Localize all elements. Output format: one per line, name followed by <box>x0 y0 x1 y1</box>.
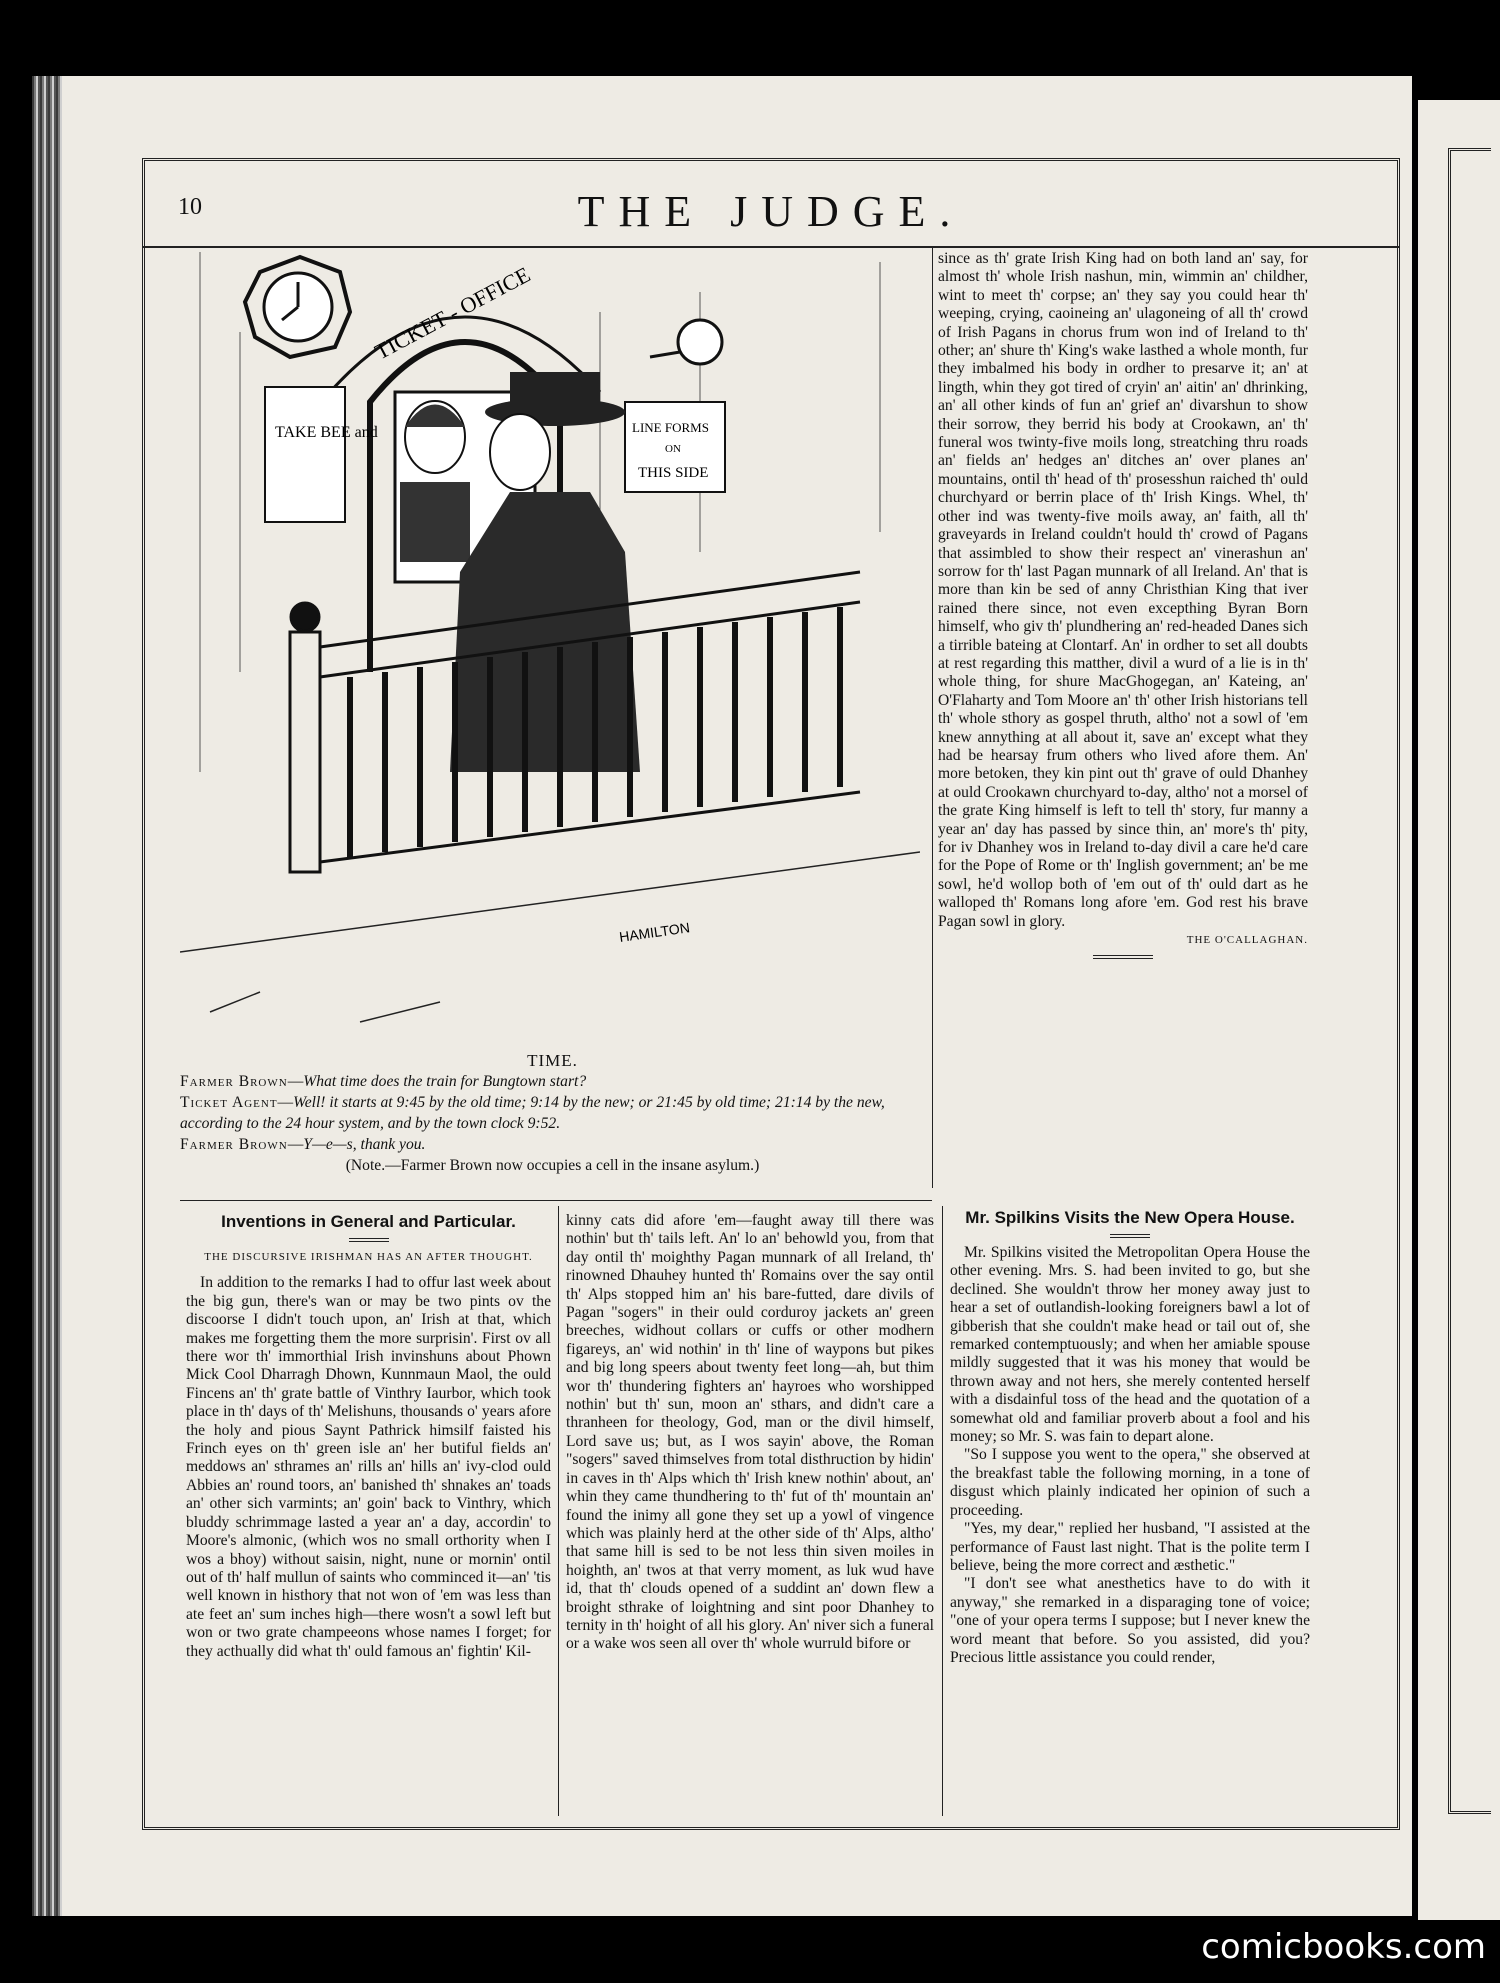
line-text-1: What time does the train for Bungtown start? <box>303 1073 587 1090</box>
article-spilkins <box>950 1208 1310 1813</box>
speaker-farmer-1: Farmer Brown <box>180 1073 288 1090</box>
speaker-farmer-2: Farmer Brown <box>180 1136 288 1153</box>
inventions-paragraph-1: In addition to the remarks I had to offur last week about the big gun, there's wan or may be two pints ov the discoorse I didn't touch upon, an' Irish at that, which makes me forgetting them the more surprisin'. First ov all there wor th' immorthial Irish invinshuns about Phown Mick Cool Dharragh Dhown, Kunnmaun Maol, the ould Fincens an' th' grate battle of Vinthry Iaurbor, which took place in th' days of th' Melishuns, thousands o' years afore the holy and pious Saynt Pathrick himsilf faisted his Frinch eyes on th' green isle an' her butiful fields an' meddows an' sthrames an' rills an' hills an' ivy-clod ould Abbies an' round toors, an' banished th' shnakes an' toads an' other sich varmints; an' goin' back to Vinthry, which bluddy schrimmage lasted a year an' a day, accordin' to Moore's almonic, (which wos no small orthority when I wos a bhoy) without saisin, night, nune or mornin' ontil out of th' half mullun of saints who comminced it—an' 'tis well known in histhory that not won of 'em was less than ate feet an' sum inches high—there wosn't a sowl left but won or two grate champeeons whose names I forget; for they acthually did what th' ould famous an' fightin' Kil- <box>186 1274 551 1660</box>
ornament-rule <box>1093 955 1153 959</box>
continued-paragraph: since as th' grate Irish King had on both land an' say, for almost th' whole Irish nashun, min, wimmin an' childher, wint to meet th' corpse; an' they say you could hear th' weeping, crying, caoineing an' ulagoneing of all th' crowd of Irish Pagans in chorus frum won ind of Ireland to th' other; an' shure th' King's wake lasthed a whole month, fur they imbalmed his body in ordher to presarve it; an' at lingth, whin they got tired of cryin' an' aitin' an' dhrinking, an' all other kinds of fun an' grief an' divarshun to show their sorrow, they berrid his body at Crookawn, an' th' funeral wos twinty-five moils long, streatching thru roads an' fields an' hedges an' ditches an' over planes an' mountains, ontil th' head of th' prosesshun raiched th' ould churchyard or berrin place of th' Irish Kings. Whel, th' other ind was twenty-five moils away, an' faith, all th' graveyards in Ireland couldn't hould th' crowd of Pagans that assimbled to show their respect an' vinerashun an' sorrow for th' last Pagan munnark of all Ireland. An' that is more than kin be sed of anny Christhian King that iver rained there since, not even excepthing Byran Born himself, who giv th' plundhering an' red-headed Danes sich a tirrible bateing at Clontarf. An' in ordher to set all doubts at rest regarding this matther, divil a wurd of a lie is in th' whole thing, for shure MacGhogegan, an' Kateing, an' O'Flaharty and Tom Moore an' th' other Irish historians tell th' whole sthory as gospel thruth, altho' not a sowl of 'em knew annything at all about it, save an' except what they had be hearsay frum others who lived afore them. An' more betoken, they kin pint out th' grave of ould Dhanhey at ould Crookawn churchyard to-day, altho' not a morsel of the grate King himself is left to tell th' story, fur manny a year an' day has passed by since thin, an' more's th' pity, for iv Dhanhey wos in Ireland to-day divil a care he'd care for the Pope of Rome or th' Inglish government; an' be me sowl, he'd wollop both of 'em out of th' ould dart as he walloped th' Romans long afore 'em. God rest his brave Pagan sowl in glory. <box>938 250 1308 930</box>
spilkins-paragraph-4: "I don't see what anesthetics have to do with it anyway," she remarked in a disparaging tone of voice; "one of your opera terms I suppose; but I never knew the word meant that before. So you assisted, did you? Precious little assistance you could render, <box>950 1575 1310 1666</box>
spilkins-paragraph-1: Mr. Spilkins visited the Metropolitan Opera House the other evening. Mrs. S. had been invited to go, but she declined. She wouldn't throw her money away just to hear a set of outlandish-looking foreigners bawl a lot of gibberish that she couldn't make head or tail out of, she remarked contemptuously; and when her amiable spouse mildly suggested that it was his money that would be thrown away and not hers, she merely contented herself with a disdainful toss of the head and the quotation of a somewhat old and familiar proverb about a fool and his money; so Mr. S. was fain to depart alone. <box>950 1244 1310 1446</box>
cartoon-illustration <box>180 252 920 1042</box>
section-rule <box>180 1200 932 1201</box>
watermark: comicbooks.com <box>1201 1927 1486 1967</box>
caption-line-2: Ticket Agent—Well! it starts at 9:45 by the old time; 9:14 by the new; or 21:45 by old time; 21:14 by the new, according to the 24 hour system, and by the town clock 9:52. <box>180 1094 885 1132</box>
masthead: THE JUDGE. <box>577 187 965 236</box>
facing-page-frame <box>1448 148 1491 1814</box>
ticket-office-sign: TICKET - OFFICE <box>370 261 535 365</box>
article-subtitle: THE DISCURSIVE IRISHMAN HAS AN AFTER THOUGHT. <box>204 1251 533 1263</box>
line-text-3: Y—e—s, thank you. <box>303 1136 426 1153</box>
article-inventions-col2 <box>566 1212 934 1812</box>
article-title-inventions: Inventions in General and Particular. <box>221 1212 516 1231</box>
sign-line-3: THIS SIDE <box>638 465 709 481</box>
inventions-paragraph-2: kinny cats did afore 'em—faught away till there was nothin' but th' tails left. An' lo an' behowld you, from that day ontil th' moighthy Pagan munnark of all Ireland, th' rinowned Dhauhey hunted th' Romains over the say ontil th' Alps stopped him an' his bare-futted, dare divils of Pagan "sogers" in their ould corduroy jackets an' green breeches, widhout collars or cuffs or other modhern figareys, an' wid nothin' in th' line of waypons but pikes and big long speers about twenty feet long—ah, but thim wor th' thundering fighters an' hayroes who worshipped nothin' but th' sun, moon an' sthars, and didn't care a thranheen for theology, God, man or the divil himself, Lord save us; but, as I wos sayin' above, the Roman "sogers" saved thimselves from total disthruction by hidin' in caves in th' Alps which th' Irish knew nothin' about, an' whin they came thundhering to th' fut of th' mountain an' found the inimy all gone they set up a yowl of vingence which was plainly herd at the other side of th' Alps, altho' that same hill is sed to be not less thin siven moiles in hoighth, an' twos at that verry moment, as luk wud have id, that th' clouds opened of a suddint an' down flew a broight sthrake of loightning and sint poor Dhanhey to ternity in th' hoight of all his glory. An' niver sich a funeral or a wake wos seen all over th' whole wurruld bifore or <box>566 1212 934 1653</box>
article-title-spilkins: Mr. Spilkins Visits the New Opera House. <box>965 1208 1295 1227</box>
title-rule-2 <box>1110 1234 1150 1238</box>
header-rule <box>142 246 1400 248</box>
sign-line-1: LINE FORMS <box>632 420 709 435</box>
cartoon-title: TIME. <box>527 1051 578 1070</box>
speaker-agent: Ticket Agent <box>180 1094 278 1111</box>
article-inventions-col1 <box>186 1212 551 1812</box>
book-spine <box>32 76 62 1916</box>
title-rule <box>349 1238 389 1242</box>
line-text-2: Well! it starts at 9:45 by the old time; 9:14 by the new; or 21:45 by old time; 21:14 by the new, according to the 24 hour system, and by the town clock 9:52. <box>180 1094 885 1132</box>
caption-line-3: Farmer Brown—Y—e—s, thank you. <box>180 1136 426 1153</box>
spilkins-paragraph-2: "So I suppose you went to the opera," she observed at the breakfast table the following morning, in a tone of disgust which plainly indicated her opinion of such a proceeding. <box>950 1446 1310 1519</box>
column-rule-bottom-left <box>558 1206 559 1816</box>
continued-column <box>938 250 1308 1180</box>
caption-note: (Note.—Farmer Brown now occupies a cell in the insane asylum.) <box>345 1157 760 1174</box>
caption-line-1: Farmer Brown—What time does the train for Bungtown start? <box>180 1073 587 1090</box>
page-header <box>142 180 1400 240</box>
article-signature: THE O'CALLAGHAN. <box>1186 934 1308 947</box>
sign-line-2: ON <box>665 443 681 455</box>
cartoon-caption <box>180 1050 925 1176</box>
artist-signature: HAMILTON <box>618 919 691 945</box>
spilkins-paragraph-3: "Yes, my dear," replied her husband, "I assisted at the performance of Faust last night. That is the polite term I believe, being the more correct and æsthetic." <box>950 1520 1310 1574</box>
column-rule-bottom-right <box>942 1206 943 1816</box>
poster-text: TAKE BEE and <box>275 424 378 441</box>
page-number: 10 <box>178 194 202 220</box>
column-rule-top <box>932 248 933 1188</box>
